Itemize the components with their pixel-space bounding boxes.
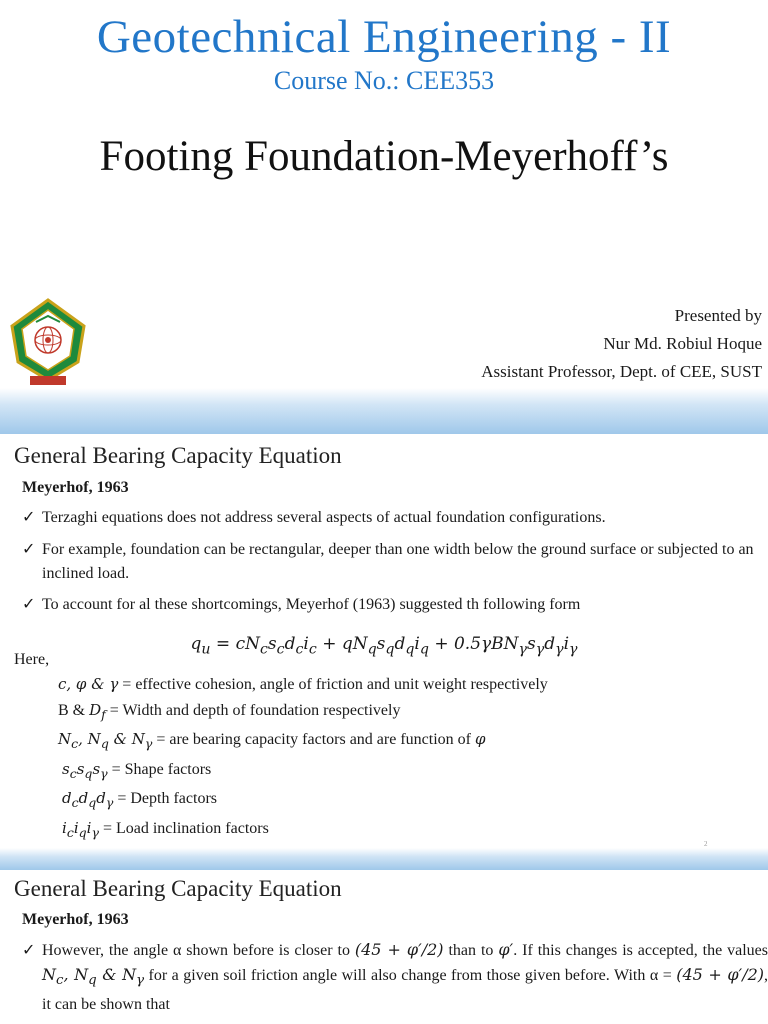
slide-divider [0,848,768,870]
slide-subtitle: Footing Foundation-Meyerhoff’s [99,133,669,180]
slide2-source: Meyerhof, 1963 [22,479,129,496]
definition-item: c, φ & γ = effective cohesion, angle of friction and unit weight respectively [58,675,548,693]
slide2-bullet-3: ✓ To account for al these shortcomings, Meyerhof (1963) suggested th following form [22,593,768,617]
here-label: Here, [14,651,50,668]
slide-title: Geotechnical Engineering - II [96,11,672,63]
checkmark-icon: ✓ [22,942,36,959]
checkmark-icon: ✓ [22,509,36,526]
definition-item: B & $D_f$ = Width and depth of foundation respectively [58,700,401,722]
presenter-info [481,302,762,386]
slide2-heading: General Bearing Capacity Equation [14,443,342,468]
slide2-bullet-1: ✓ Terzaghi equations does not address several aspects of actual foundation configurations. [22,506,768,530]
definition-item: $d_cd_qd_\gamma$ = Depth factors [62,789,217,810]
slide3-bullet-1: ✓ However, the angle α shown before is closer to (45 + φ′/2) than to φ′. If this changes is accepted, the values $N_c$, $N_q$ & $N_\gamma$ for a given soil friction angle will also change from those given before. With α = (45 + φ′/2), it can be shown that [22,940,768,1014]
definition-item: $i_ci_qi_\gamma$ = Load inclination factors [62,818,269,840]
slide3-source: Meyerhof, 1963 [22,911,129,928]
definitions-list [58,672,548,845]
checkmark-icon: ✓ [22,596,36,613]
presenter-label: Presented by [674,306,762,325]
slide-divider [0,388,768,434]
bearing-capacity-equation: $q_u = cN_cs_cd_ci_c + qN_qs_qd_qi_q + 0.5\gamma BN_\gamma s_\gamma d_\gamma i_\gamma$ [190,634,578,658]
definition-item: $s_cs_qs_\gamma$ = Shape factors [62,759,212,781]
course-number: Course No.: CEE353 [273,66,495,95]
page-number: 2 [704,840,708,848]
presenter-name: Nur Md. Robiul Hoque [603,334,762,353]
slide2-bullet-2: ✓ For example, foundation can be rectangular, deeper than one width below the ground surface or subjected to an inclined load. [22,538,768,586]
slide3-heading: General Bearing Capacity Equation [14,876,342,901]
checkmark-icon: ✓ [22,541,36,558]
university-logo-icon [6,296,90,388]
presenter-title: Assistant Professor, Dept. of CEE, SUST [481,362,762,381]
definition-item: $N_c$, $N_q$ & $N_\gamma$ = are bearing capacity factors and are function of φ [58,730,486,751]
